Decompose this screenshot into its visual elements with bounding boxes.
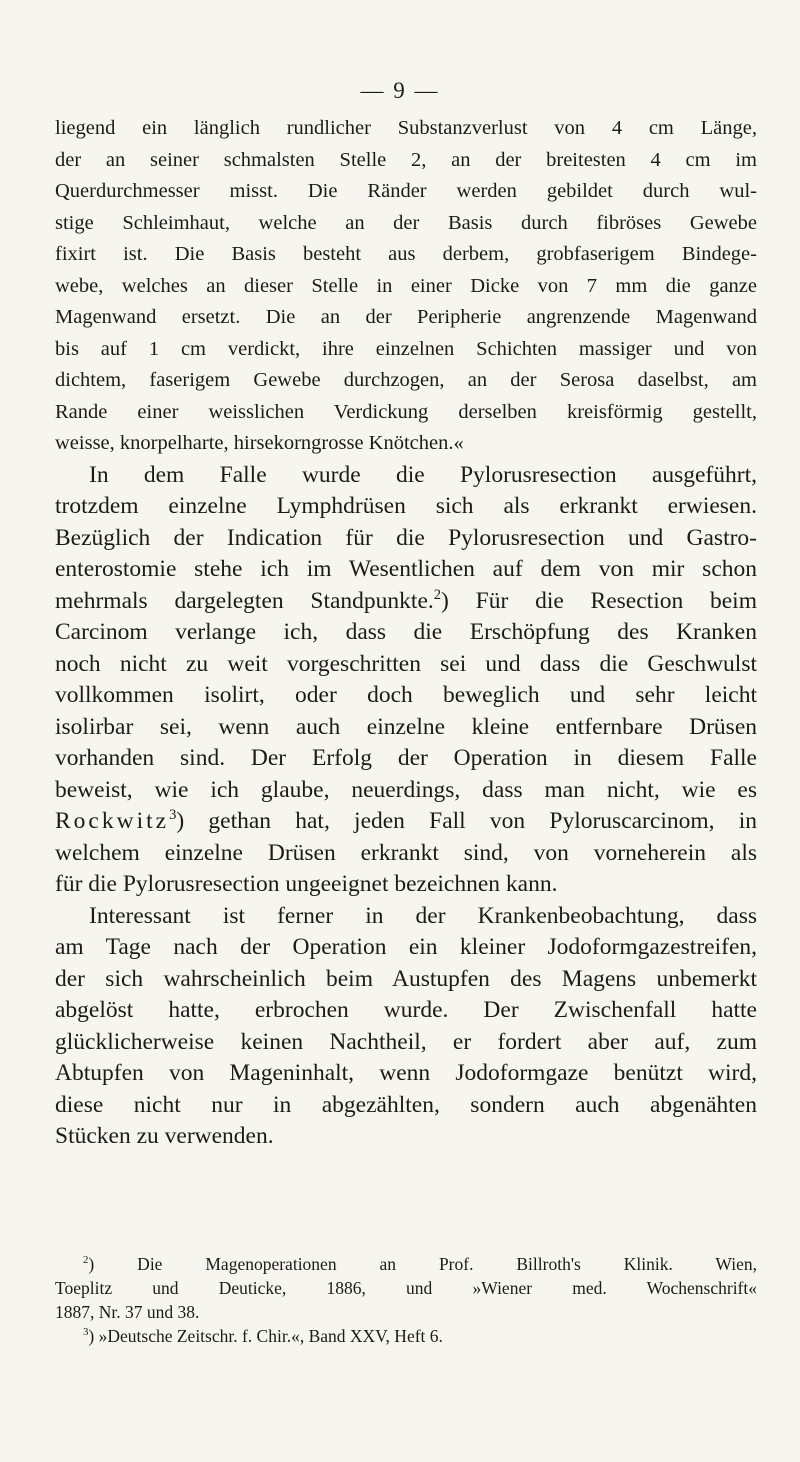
text-line: isolirbar sei, wenn auch einzelne kleine entfernbare Drüsen <box>55 713 757 740</box>
text-line: für die Pylorusresection ungeeignet bezeichnen kann. <box>55 871 558 897</box>
text-line: Interessant ist ferner in der Krankenbeobachtung, dass <box>89 902 757 929</box>
text-line: webe, welches an dieser Stelle in einer Dicke von 7 mm die ganze <box>55 274 757 297</box>
footnote-line <box>55 1324 757 1348</box>
text-line: der sich wahrscheinlich beim Austupfen des Magens unbemerkt <box>55 965 757 992</box>
text-line: liegend ein länglich rundlicher Substanzverlust von 4 cm Länge, <box>55 117 757 139</box>
text-line: Abtupfen von Mageninhalt, wenn Jodoformgaze benützt wird, <box>55 1060 757 1086</box>
text-line: am Tage nach der Operation ein kleiner Jodoformgazestreifen, <box>55 934 757 960</box>
footnotes <box>55 1252 757 1348</box>
text-line: beweist, wie ich glaube, neuerdings, dass man nicht, wie es <box>55 776 757 803</box>
page-number: — 9 — <box>360 78 440 103</box>
text-line: fixirt ist. Die Basis besteht aus derbem, grobfaserigem Bindege- <box>55 243 757 265</box>
text-line: Bezüglich der Indication für die Pylorusresection und Gastro- <box>55 524 757 551</box>
text-line: Querdurchmesser misst. Die Ränder werden gebildet durch wul- <box>55 180 757 202</box>
footnote-ref: 2 <box>433 586 442 603</box>
text-line: bis auf 1 cm verdickt, ihre einzelnen Schichten massiger und von <box>55 337 757 360</box>
text-line: diese nicht nur in abgezählten, sondern auch abgenähten <box>55 1091 757 1118</box>
text-line <box>55 586 757 618</box>
text-line: der an seiner schmalsten Stelle 2, an der breitesten 4 cm im <box>55 148 757 171</box>
text-line: Magenwand ersetzt. Die an der Peripherie angrenzende Magenwand <box>55 306 757 328</box>
footnote-line <box>55 1252 757 1276</box>
footnote-ref: 3 <box>169 807 177 824</box>
text-line: glücklicherweise keinen Nachtheil, er fordert aber auf, zum <box>55 1028 757 1055</box>
text-segment: ) gethan hat, jeden Fall von Pyloruscarcinom, in <box>176 808 757 834</box>
text-line <box>55 806 757 838</box>
text-line: vollkommen isolirt, oder doch beweglich und sehr leicht <box>55 682 757 708</box>
footnote-marker: 3 <box>83 1326 89 1339</box>
text-line: stige Schleimhaut, welche an der Basis durch fibröses Gewebe <box>55 211 757 234</box>
text-line: Rande einer weisslichen Verdickung derselben kreisförmig gestellt, <box>55 400 757 423</box>
footnote-line: Toeplitz und Deuticke, 1886, und »Wiener med. Wochenschrift« <box>55 1278 757 1298</box>
text-line: trotzdem einzelne Lymphdrüsen sich als erkrankt erwiesen. <box>55 493 757 519</box>
text-segment: ) Die Magenoperationen an Prof. Billroth's Klinik. Wien, <box>88 1254 757 1274</box>
footnote-line: 1887, Nr. 37 und 38. <box>55 1302 200 1322</box>
text-line: noch nicht zu weit vorgeschritten sei und dass die Geschwulst <box>55 650 757 677</box>
text-segment: mehrmals dargelegten Standpunkte. <box>55 587 434 614</box>
text-line: In dem Falle wurde die Pylorusresection ausgeführt, <box>89 461 757 488</box>
author-name: Rockwitz <box>55 808 170 834</box>
text-line: Carcinom verlange ich, dass die Erschöpfung des Kranken <box>55 619 757 645</box>
text-segment: ) Für die Resection beim <box>441 587 757 614</box>
text-line: enterostomie stehe ich im Wesentlichen auf dem von mir schon <box>55 556 757 582</box>
text-line: dichtem, faserigem Gewebe durchzogen, an der Serosa daselbst, am <box>55 369 757 391</box>
text-line: weisse, knorpelharte, hirsekorngrosse Knötchen.« <box>55 432 464 454</box>
text-segment: ) »Deutsche Zeitschr. f. Chir.«, Band XXV, Heft 6. <box>88 1326 443 1346</box>
body-text <box>55 113 757 1153</box>
text-line: Stücken zu verwenden. <box>55 1123 274 1149</box>
text-line: abgelöst hatte, erbrochen wurde. Der Zwischenfall hatte <box>55 997 757 1023</box>
text-line: welchem einzelne Drüsen erkrankt sind, von vorneherein als <box>55 839 757 866</box>
footnote-marker: 2 <box>83 1254 89 1267</box>
text-line: vorhanden sind. Der Erfolg der Operation in diesem Falle <box>55 745 757 771</box>
